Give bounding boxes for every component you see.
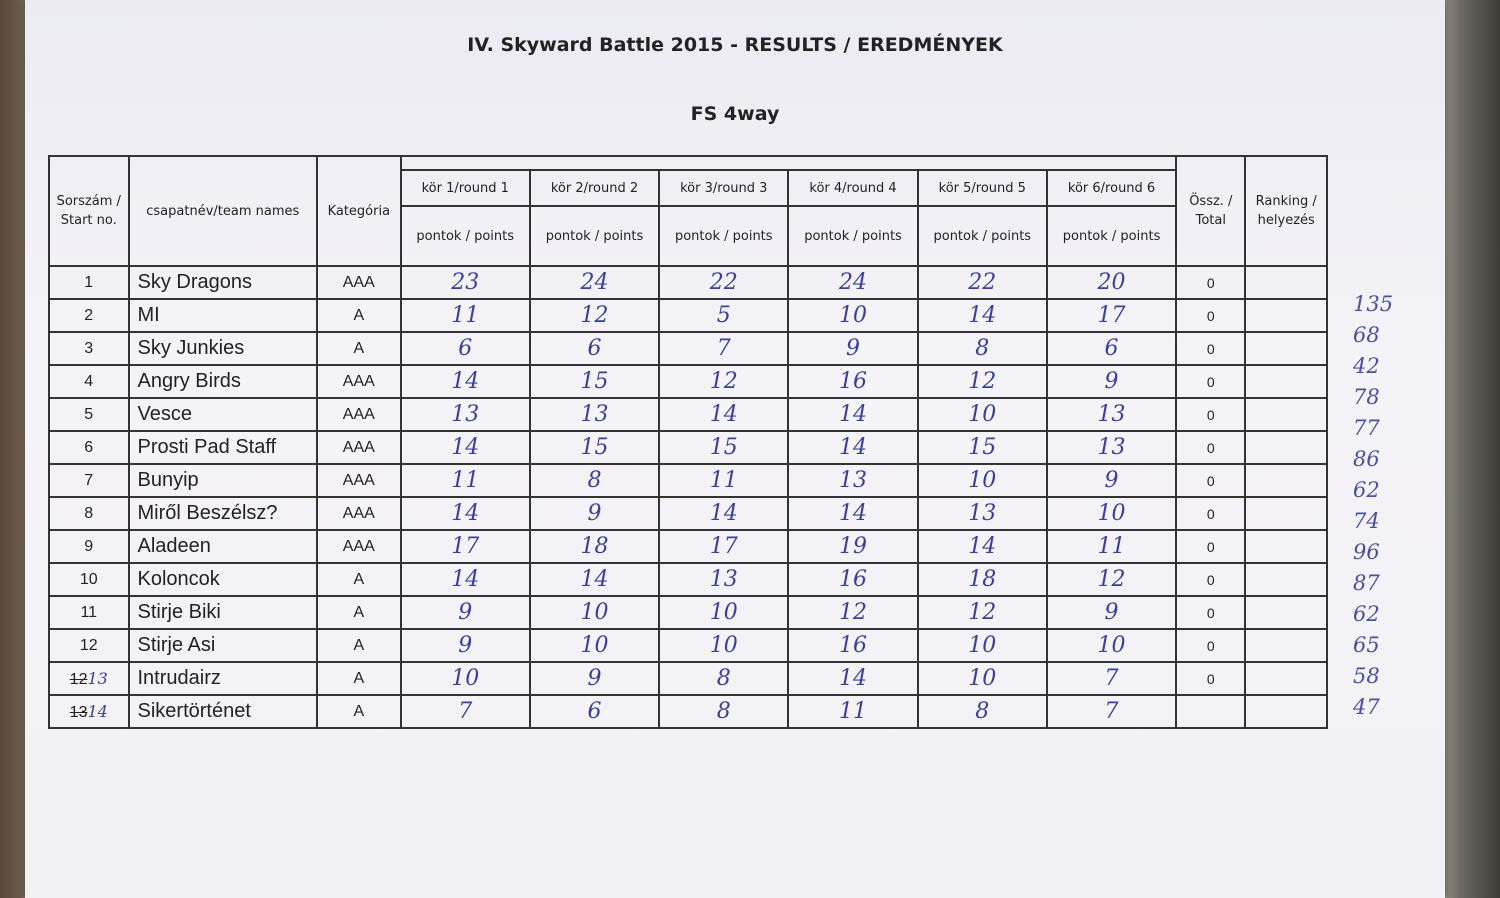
table-row <box>49 365 1327 398</box>
team-name-cell: Miről Beszélsz? <box>129 497 318 530</box>
total-cell: 0 <box>1176 530 1245 563</box>
total-cell: 0 <box>1176 596 1245 629</box>
score-cell: 11 <box>401 464 530 497</box>
header-points-3: pontok / points <box>659 206 788 266</box>
category-cell: A <box>317 596 401 629</box>
score-cell: 13 <box>918 497 1047 530</box>
category-cell: AAA <box>317 365 401 398</box>
total-cell: 0 <box>1176 398 1245 431</box>
total-cell: 0 <box>1176 332 1245 365</box>
total-cell: 0 <box>1176 563 1245 596</box>
score-cell: 12 <box>918 596 1047 629</box>
team-name-cell: Prosti Pad Staff <box>129 431 318 464</box>
table-row <box>49 398 1327 431</box>
header-points-1: pontok / points <box>401 206 530 266</box>
score-cell: 13 <box>659 563 788 596</box>
total-cell <box>1176 695 1245 728</box>
score-cell: 18 <box>530 530 659 563</box>
header-round-3: kör 3/round 3 <box>659 170 788 206</box>
start-no-cell: 10 <box>49 563 129 596</box>
ranking-cell <box>1245 695 1327 728</box>
total-cell: 0 <box>1176 365 1245 398</box>
score-cell: 10 <box>659 629 788 662</box>
category-cell: A <box>317 629 401 662</box>
ranking-cell <box>1245 332 1327 365</box>
margin-total: 42 <box>1353 354 1380 378</box>
score-cell: 6 <box>530 332 659 365</box>
score-cell: 24 <box>788 266 917 299</box>
total-cell: 0 <box>1176 299 1245 332</box>
ranking-cell <box>1245 299 1327 332</box>
header-points-4: pontok / points <box>788 206 917 266</box>
score-cell: 9 <box>530 497 659 530</box>
ranking-cell <box>1245 662 1327 695</box>
score-cell: 14 <box>788 662 917 695</box>
score-cell: 15 <box>918 431 1047 464</box>
score-cell: 9 <box>1047 365 1176 398</box>
table-row <box>49 563 1327 596</box>
margin-total: 62 <box>1353 478 1380 502</box>
ranking-cell <box>1245 530 1327 563</box>
score-cell: 13 <box>530 398 659 431</box>
score-cell: 10 <box>1047 629 1176 662</box>
header-round-4: kör 4/round 4 <box>788 170 917 206</box>
start-no-cell <box>49 662 129 695</box>
score-cell: 17 <box>1047 299 1176 332</box>
margin-total: 62 <box>1353 602 1380 626</box>
header-rounds-group <box>401 156 1177 170</box>
score-cell: 14 <box>659 497 788 530</box>
score-cell: 13 <box>401 398 530 431</box>
score-cell: 14 <box>530 563 659 596</box>
score-cell: 22 <box>659 266 788 299</box>
score-cell: 14 <box>401 497 530 530</box>
score-cell: 12 <box>1047 563 1176 596</box>
score-cell: 5 <box>659 299 788 332</box>
team-name-cell: Stirje Asi <box>129 629 318 662</box>
score-cell: 18 <box>918 563 1047 596</box>
score-cell: 19 <box>788 530 917 563</box>
header-round-2: kör 2/round 2 <box>530 170 659 206</box>
score-cell: 9 <box>1047 596 1176 629</box>
margin-total: 47 <box>1353 695 1380 719</box>
ranking-cell <box>1245 563 1327 596</box>
category-cell: AAA <box>317 530 401 563</box>
ranking-cell <box>1245 497 1327 530</box>
score-cell: 14 <box>918 530 1047 563</box>
margin-total: 58 <box>1353 664 1380 688</box>
score-cell: 14 <box>788 431 917 464</box>
margin-total: 96 <box>1353 540 1380 564</box>
score-cell: 6 <box>1047 332 1176 365</box>
header-total: Össz. / Total <box>1176 156 1245 266</box>
team-name-cell: Sikertörténet <box>129 695 318 728</box>
score-cell: 11 <box>401 299 530 332</box>
start-no-cell: 3 <box>49 332 129 365</box>
score-cell: 14 <box>401 431 530 464</box>
score-cell: 17 <box>401 530 530 563</box>
score-cell: 13 <box>788 464 917 497</box>
margin-total: 78 <box>1353 385 1380 409</box>
results-table <box>48 155 1328 729</box>
score-cell: 7 <box>1047 695 1176 728</box>
start-no-struck: 12 <box>69 670 88 688</box>
team-name-cell: Koloncok <box>129 563 318 596</box>
score-cell: 7 <box>401 695 530 728</box>
score-cell: 16 <box>788 365 917 398</box>
table-row <box>49 629 1327 662</box>
score-cell: 10 <box>788 299 917 332</box>
score-cell: 7 <box>1047 662 1176 695</box>
total-cell: 0 <box>1176 464 1245 497</box>
total-cell: 0 <box>1176 662 1245 695</box>
score-cell: 8 <box>659 662 788 695</box>
score-cell: 16 <box>788 629 917 662</box>
start-no-cell: 5 <box>49 398 129 431</box>
margin-totals <box>1353 292 1413 726</box>
table-row <box>49 530 1327 563</box>
margin-total: 74 <box>1353 509 1380 533</box>
total-cell: 0 <box>1176 431 1245 464</box>
score-cell: 15 <box>659 431 788 464</box>
start-no-handwritten: 13 <box>87 668 108 688</box>
score-cell: 10 <box>1047 497 1176 530</box>
ranking-cell <box>1245 629 1327 662</box>
start-no-cell <box>49 695 129 728</box>
header-round-5: kör 5/round 5 <box>918 170 1047 206</box>
score-cell: 13 <box>1047 398 1176 431</box>
score-cell: 15 <box>530 431 659 464</box>
category-cell: AAA <box>317 266 401 299</box>
score-cell: 15 <box>530 365 659 398</box>
score-cell: 8 <box>918 332 1047 365</box>
header-points-2: pontok / points <box>530 206 659 266</box>
page-subtitle: FS 4way <box>690 103 780 125</box>
category-cell: AAA <box>317 464 401 497</box>
start-no-struck: 13 <box>69 703 88 721</box>
score-cell: 8 <box>659 695 788 728</box>
margin-total: 68 <box>1353 323 1380 347</box>
ranking-cell <box>1245 266 1327 299</box>
category-cell: AAA <box>317 398 401 431</box>
ranking-cell <box>1245 365 1327 398</box>
table-row <box>49 299 1327 332</box>
score-cell: 7 <box>659 332 788 365</box>
score-cell: 10 <box>530 629 659 662</box>
score-cell: 13 <box>1047 431 1176 464</box>
total-cell: 0 <box>1176 629 1245 662</box>
category-cell: A <box>317 332 401 365</box>
score-cell: 11 <box>1047 530 1176 563</box>
category-cell: A <box>317 299 401 332</box>
score-cell: 14 <box>918 299 1047 332</box>
score-cell: 12 <box>788 596 917 629</box>
header-points-6: pontok / points <box>1047 206 1176 266</box>
score-cell: 17 <box>659 530 788 563</box>
table-row <box>49 497 1327 530</box>
header-points-5: pontok / points <box>918 206 1047 266</box>
margin-total: 87 <box>1353 571 1380 595</box>
header-ranking: Ranking / helyezés <box>1245 156 1327 266</box>
score-cell: 12 <box>530 299 659 332</box>
team-name-cell: Aladeen <box>129 530 318 563</box>
table-row <box>49 596 1327 629</box>
score-cell: 9 <box>401 596 530 629</box>
score-cell: 9 <box>401 629 530 662</box>
score-cell: 14 <box>788 497 917 530</box>
score-cell: 6 <box>530 695 659 728</box>
header-round-6: kör 6/round 6 <box>1047 170 1176 206</box>
score-cell: 10 <box>530 596 659 629</box>
margin-total: 86 <box>1353 447 1380 471</box>
page-title: IV. Skyward Battle 2015 - RESULTS / EREDMÉNYEK <box>467 34 1003 56</box>
start-no-cell: 4 <box>49 365 129 398</box>
score-cell: 14 <box>788 398 917 431</box>
score-cell: 10 <box>918 662 1047 695</box>
header-round-1: kör 1/round 1 <box>401 170 530 206</box>
score-cell: 10 <box>401 662 530 695</box>
team-name-cell: MI <box>129 299 318 332</box>
table-row <box>49 464 1327 497</box>
score-cell: 14 <box>659 398 788 431</box>
score-cell: 11 <box>659 464 788 497</box>
start-no-cell: 8 <box>49 497 129 530</box>
score-cell: 20 <box>1047 266 1176 299</box>
score-cell: 12 <box>918 365 1047 398</box>
team-name-cell: Sky Junkies <box>129 332 318 365</box>
start-no-cell: 1 <box>49 266 129 299</box>
table-row <box>49 662 1327 695</box>
total-cell: 0 <box>1176 497 1245 530</box>
team-name-cell: Vesce <box>129 398 318 431</box>
header-category: Kategória <box>317 156 401 266</box>
team-name-cell: Bunyip <box>129 464 318 497</box>
team-name-cell: Stirje Biki <box>129 596 318 629</box>
ranking-cell <box>1245 596 1327 629</box>
results-sheet <box>25 0 1445 898</box>
header-team: csapatnév/team names <box>129 156 318 266</box>
start-no-cell: 12 <box>49 629 129 662</box>
table-row <box>49 266 1327 299</box>
table-row <box>49 332 1327 365</box>
start-no-cell: 6 <box>49 431 129 464</box>
start-no-cell: 9 <box>49 530 129 563</box>
score-cell: 10 <box>918 464 1047 497</box>
start-no-cell: 11 <box>49 596 129 629</box>
table-row <box>49 695 1327 728</box>
start-no-cell: 7 <box>49 464 129 497</box>
total-cell: 0 <box>1176 266 1245 299</box>
category-cell: A <box>317 563 401 596</box>
score-cell: 8 <box>918 695 1047 728</box>
ranking-cell <box>1245 431 1327 464</box>
score-cell: 22 <box>918 266 1047 299</box>
score-cell: 14 <box>401 563 530 596</box>
team-name-cell: Angry Birds <box>129 365 318 398</box>
category-cell: A <box>317 695 401 728</box>
score-cell: 9 <box>530 662 659 695</box>
score-cell: 10 <box>659 596 788 629</box>
score-cell: 12 <box>659 365 788 398</box>
score-cell: 9 <box>788 332 917 365</box>
ranking-cell <box>1245 464 1327 497</box>
score-cell: 10 <box>918 398 1047 431</box>
team-name-cell: Intrudairz <box>129 662 318 695</box>
table-row <box>49 431 1327 464</box>
start-no-cell: 2 <box>49 299 129 332</box>
category-cell: A <box>317 662 401 695</box>
score-cell: 11 <box>788 695 917 728</box>
category-cell: AAA <box>317 431 401 464</box>
team-name-cell: Sky Dragons <box>129 266 318 299</box>
score-cell: 9 <box>1047 464 1176 497</box>
score-cell: 24 <box>530 266 659 299</box>
category-cell: AAA <box>317 497 401 530</box>
margin-total: 135 <box>1353 292 1394 316</box>
score-cell: 16 <box>788 563 917 596</box>
margin-total: 77 <box>1353 416 1380 440</box>
score-cell: 23 <box>401 266 530 299</box>
start-no-handwritten: 14 <box>87 701 108 721</box>
score-cell: 8 <box>530 464 659 497</box>
score-cell: 10 <box>918 629 1047 662</box>
ranking-cell <box>1245 398 1327 431</box>
score-cell: 6 <box>401 332 530 365</box>
header-start-no: Sorszám / Start no. <box>49 156 129 266</box>
score-cell: 14 <box>401 365 530 398</box>
margin-total: 65 <box>1353 633 1380 657</box>
